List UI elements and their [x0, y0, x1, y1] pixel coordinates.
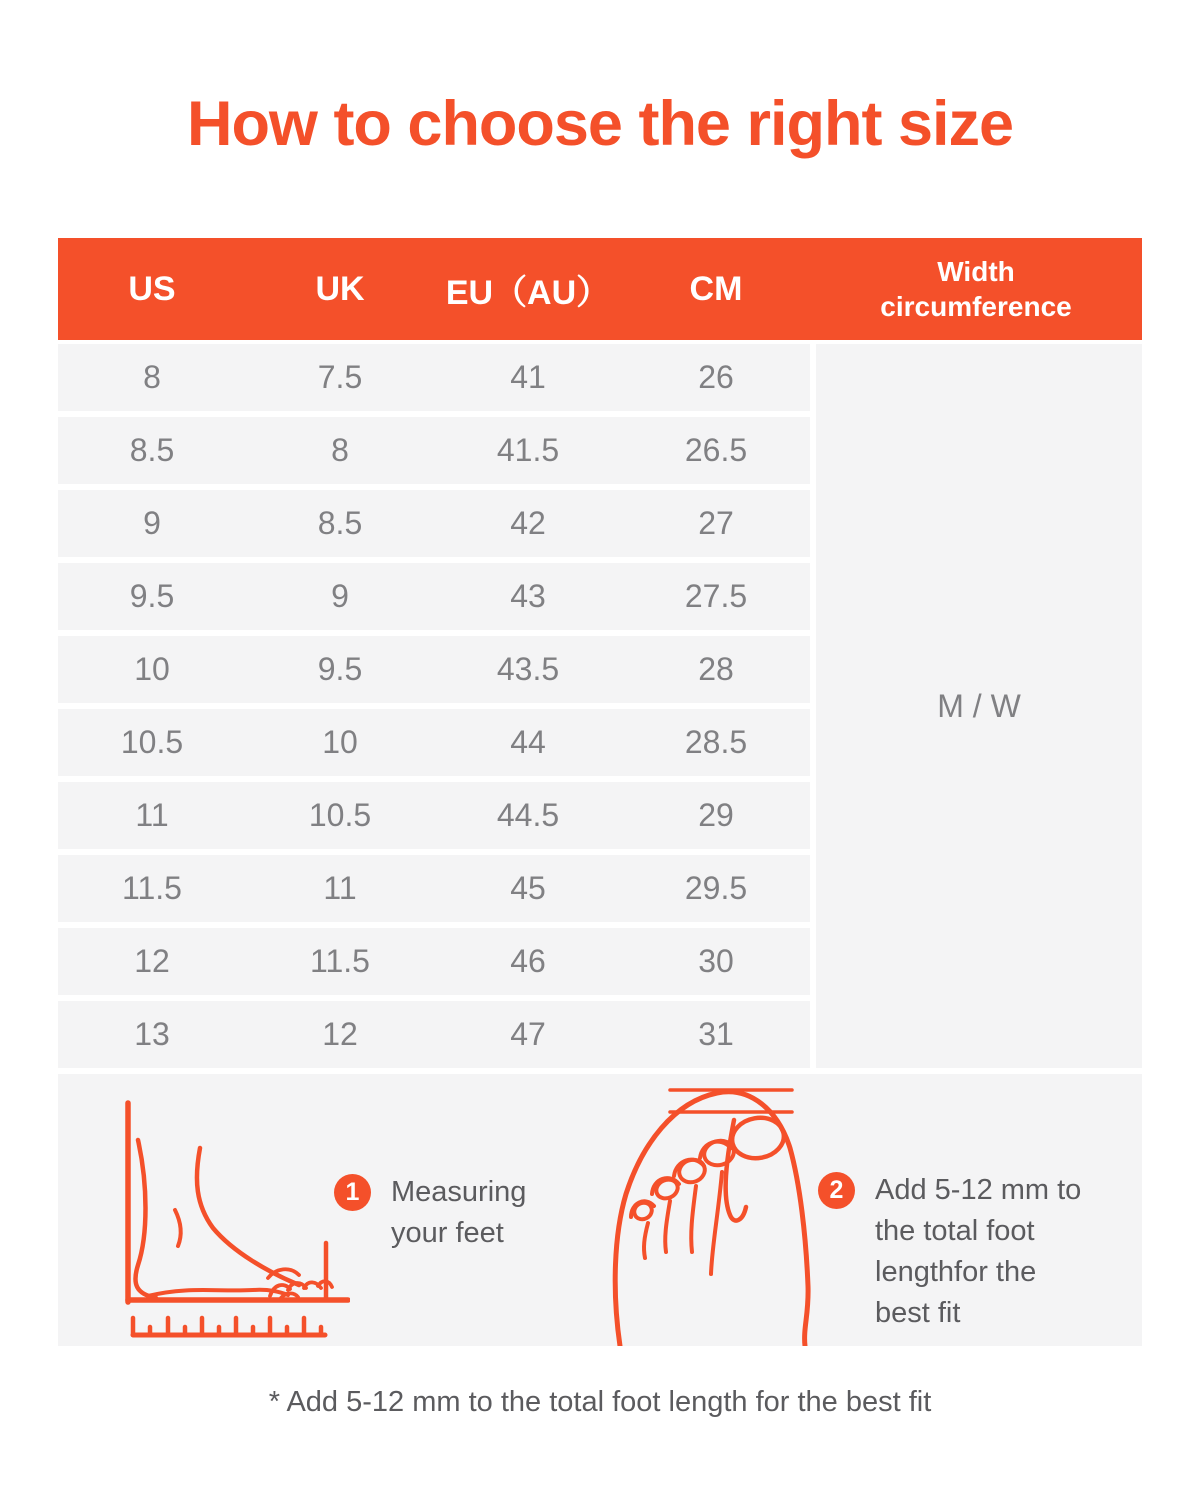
- table-row: [58, 417, 810, 484]
- size-cell: 10: [322, 724, 358, 760]
- size-cell: 12: [322, 1016, 358, 1052]
- size-rows: [58, 344, 810, 1068]
- width-merged-cell: M / W: [816, 344, 1142, 1068]
- footnote: * Add 5-12 mm to the total foot length for the best fit: [268, 1386, 932, 1418]
- table-row: [58, 782, 810, 849]
- size-cell: 43.5: [496, 651, 560, 687]
- size-cell: 28.5: [684, 724, 748, 760]
- header-cell-uk: UK: [315, 269, 365, 308]
- instructions-panel: [58, 1074, 1142, 1346]
- size-cell: 11: [135, 797, 169, 833]
- step-1: [334, 1172, 526, 1254]
- foot-top-view-icon: [612, 1086, 822, 1346]
- size-cell: 41.5: [496, 432, 560, 468]
- table-row: [58, 1001, 810, 1068]
- size-cell: 12: [134, 943, 170, 979]
- header-cell-eu-au: EU（AU）: [445, 273, 611, 312]
- size-cell: 10.5: [120, 724, 184, 760]
- header-cell-us: US: [128, 269, 176, 308]
- table-row: [58, 928, 810, 995]
- table-row: [58, 636, 810, 703]
- size-cell: 43: [510, 578, 546, 614]
- step-2-text: Add 5-12 mm to the total foot lengthfor the best fit: [875, 1174, 1082, 1329]
- table-row: [58, 490, 810, 557]
- size-cell: 9: [331, 578, 349, 614]
- size-cell: 27: [698, 505, 734, 541]
- size-cell: 9: [143, 505, 161, 541]
- size-cell: 8: [143, 359, 161, 395]
- size-cell: 8: [331, 432, 349, 468]
- size-cell: 44: [510, 724, 546, 760]
- size-cell: 11.5: [122, 870, 182, 906]
- table-header-row: [58, 238, 1142, 340]
- header-cell-cm: CM: [689, 269, 743, 308]
- size-cell: 11.5: [310, 943, 370, 979]
- size-cell: 7.5: [317, 359, 363, 395]
- step-1-badge: 1: [334, 1174, 371, 1211]
- size-table: [58, 238, 1142, 1068]
- step-2: [818, 1170, 1081, 1334]
- size-cell: 9.5: [317, 651, 363, 687]
- size-cell: 41: [510, 359, 546, 395]
- size-cell: 26: [698, 359, 734, 395]
- size-cell: 29: [698, 797, 734, 833]
- page-title: How to choose the right size: [186, 89, 1014, 159]
- size-cell: 27.5: [684, 578, 748, 614]
- size-cell: 30: [698, 943, 734, 979]
- table-row: [58, 563, 810, 630]
- size-cell: 26.5: [684, 432, 748, 468]
- step-2-badge: 2: [818, 1172, 855, 1209]
- size-cell: 11: [323, 870, 357, 906]
- table-row: [58, 344, 810, 411]
- size-cell: 10.5: [308, 797, 372, 833]
- size-cell: 28: [698, 651, 734, 687]
- table-row: [58, 709, 810, 776]
- size-cell: 42: [510, 505, 546, 541]
- size-cell: 29.5: [684, 870, 748, 906]
- table-body: [58, 344, 1142, 1068]
- size-cell: 9.5: [129, 578, 175, 614]
- size-cell: 8.5: [129, 432, 175, 468]
- size-cell: 8.5: [317, 505, 363, 541]
- step-1-text: Measuring your feet: [391, 1176, 527, 1249]
- size-cell: 31: [698, 1016, 734, 1052]
- foot-side-measure-icon: [118, 1100, 350, 1340]
- size-cell: 47: [510, 1016, 546, 1052]
- size-cell: 13: [134, 1016, 170, 1052]
- size-cell: 45: [510, 870, 546, 906]
- size-cell: 46: [510, 943, 546, 979]
- size-cell: 44.5: [496, 797, 560, 833]
- header-cell-width-circumference: Width circumference: [880, 256, 1072, 322]
- size-cell: 10: [134, 651, 170, 687]
- table-row: [58, 855, 810, 922]
